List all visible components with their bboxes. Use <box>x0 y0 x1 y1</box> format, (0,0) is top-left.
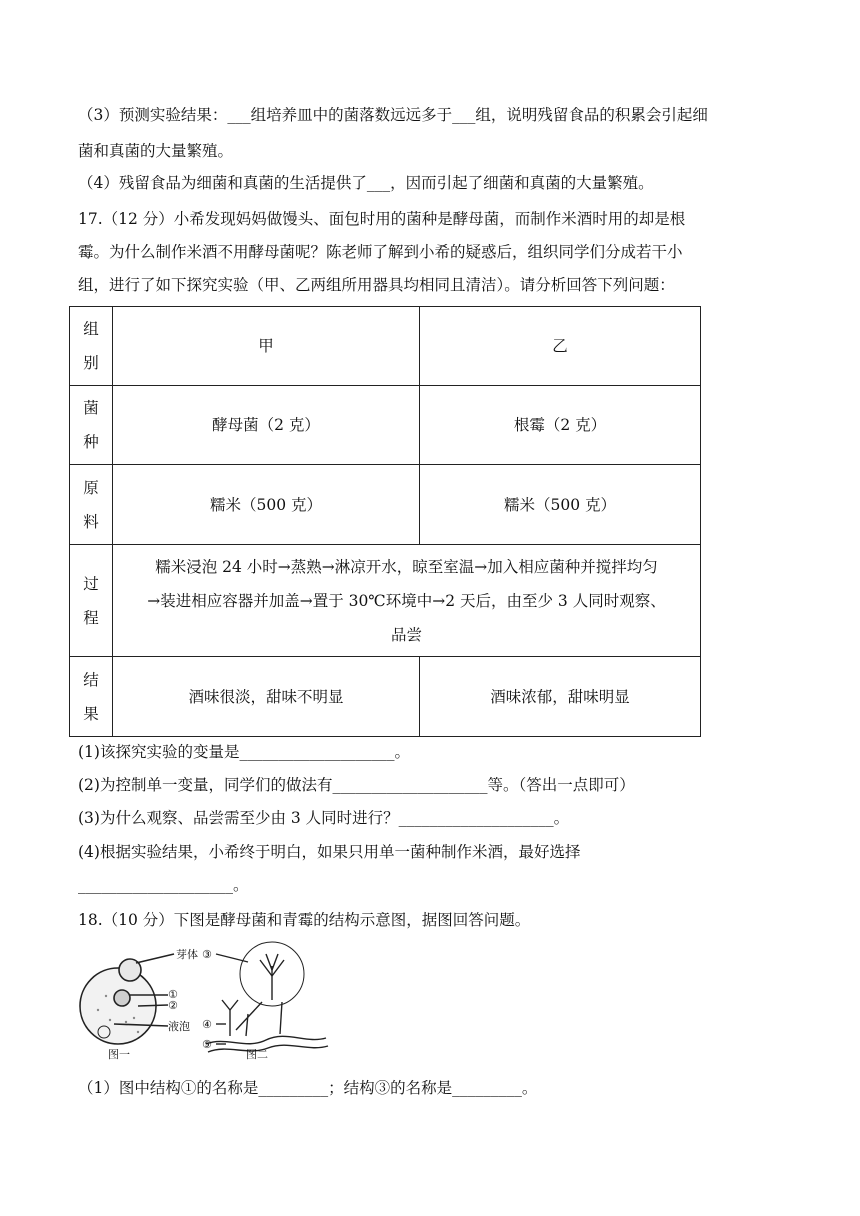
row-label-process: 过 程 <box>70 545 113 657</box>
cell-group-a: 甲 <box>113 307 420 386</box>
table-row-group <box>70 307 701 386</box>
label-vacuole: 液泡 <box>168 1020 190 1033</box>
q16-part3-line1: （3）预测实验结果：___组培养皿中的菌落数远远多于___组，说明残留食品的积累会引起细 <box>78 106 708 124</box>
q16-part3-line2: 菌和真菌的大量繁殖。 <box>78 142 234 160</box>
cell-result-b: 酒味浓郁，甜味明显 <box>420 657 701 737</box>
q17-question-1: (1)该探究实验的变量是____________________。 <box>78 743 410 761</box>
table-row-strain <box>70 386 701 465</box>
cell-strain-b: 根霉（2 克） <box>420 386 701 465</box>
q18-question-1: （1）图中结构①的名称是_________；结构③的名称是_________。 <box>78 1079 538 1097</box>
experiment-table <box>69 306 701 737</box>
table-row-process <box>70 545 701 657</box>
label-bud: 芽体 <box>176 948 198 961</box>
label-fig2: 图二 <box>246 1048 268 1061</box>
row-label-result: 结 果 <box>70 657 113 737</box>
label-fig1: 图一 <box>108 1048 130 1061</box>
cell-group-b: 乙 <box>420 307 701 386</box>
row-label-group: 组 别 <box>70 307 113 386</box>
q17-intro-line1: 17.（12 分）小希发现妈妈做馒头、面包时用的菌种是酵母菌，而制作米酒时用的却是根 <box>78 210 686 228</box>
table-row-result <box>70 657 701 737</box>
q16-part4: （4）残留食品为细菌和真菌的生活提供了___，因而引起了细菌和真菌的大量繁殖。 <box>78 174 654 192</box>
cell-process: 糯米浸泡 24 小时→蒸熟→淋凉开水，晾至室温→加入相应菌种并搅拌均匀 →装进相应容器并加盖→置于 30℃环境中→2 天后，由至少 3 人同时观察、 品尝 <box>113 545 701 657</box>
q17-question-4-line2: ____________________。 <box>78 876 249 894</box>
q17-intro-line3: 组，进行了如下探究实验（甲、乙两组所用器具均相同且清洁）。请分析回答下列问题： <box>78 276 675 294</box>
penicillium-drawing <box>206 942 328 1052</box>
cell-strain-a: 酵母菌（2 克） <box>113 386 420 465</box>
q17-question-2: (2)为控制单一变量，同学们的做法有____________________等。（答出一点即可） <box>78 776 635 794</box>
label-n3: ③ <box>202 948 212 961</box>
label-n4: ④ <box>202 1018 212 1031</box>
structure-diagram <box>76 940 338 1064</box>
q17-question-3: (3)为什么观察、品尝需至少由 3 人同时进行？____________________。 <box>78 809 570 827</box>
label-n5: ⑤ <box>202 1038 212 1051</box>
cell-result-a: 酒味很淡，甜味不明显 <box>113 657 420 737</box>
row-label-strain: 菌 种 <box>70 386 113 465</box>
q17-question-4-line1: (4)根据实验结果，小希终于明白，如果只用单一菌种制作米酒，最好选择 <box>78 843 581 861</box>
q18-intro: 18.（10 分）下图是酵母菌和青霉的结构示意图，据图回答问题。 <box>78 911 531 929</box>
row-label-material: 原 料 <box>70 465 113 545</box>
label-n2: ② <box>168 999 178 1012</box>
cell-material-b: 糯米（500 克） <box>420 465 701 545</box>
cell-material-a: 糯米（500 克） <box>113 465 420 545</box>
table-row-material <box>70 465 701 545</box>
q17-intro-line2: 霉。为什么制作米酒不用酵母菌呢？陈老师了解到小希的疑惑后，组织同学们分成若干小 <box>78 243 683 261</box>
yeast-penicillium-figure <box>76 940 338 1064</box>
label-n1: ① <box>168 988 178 1001</box>
yeast-cell-drawing <box>80 954 174 1044</box>
